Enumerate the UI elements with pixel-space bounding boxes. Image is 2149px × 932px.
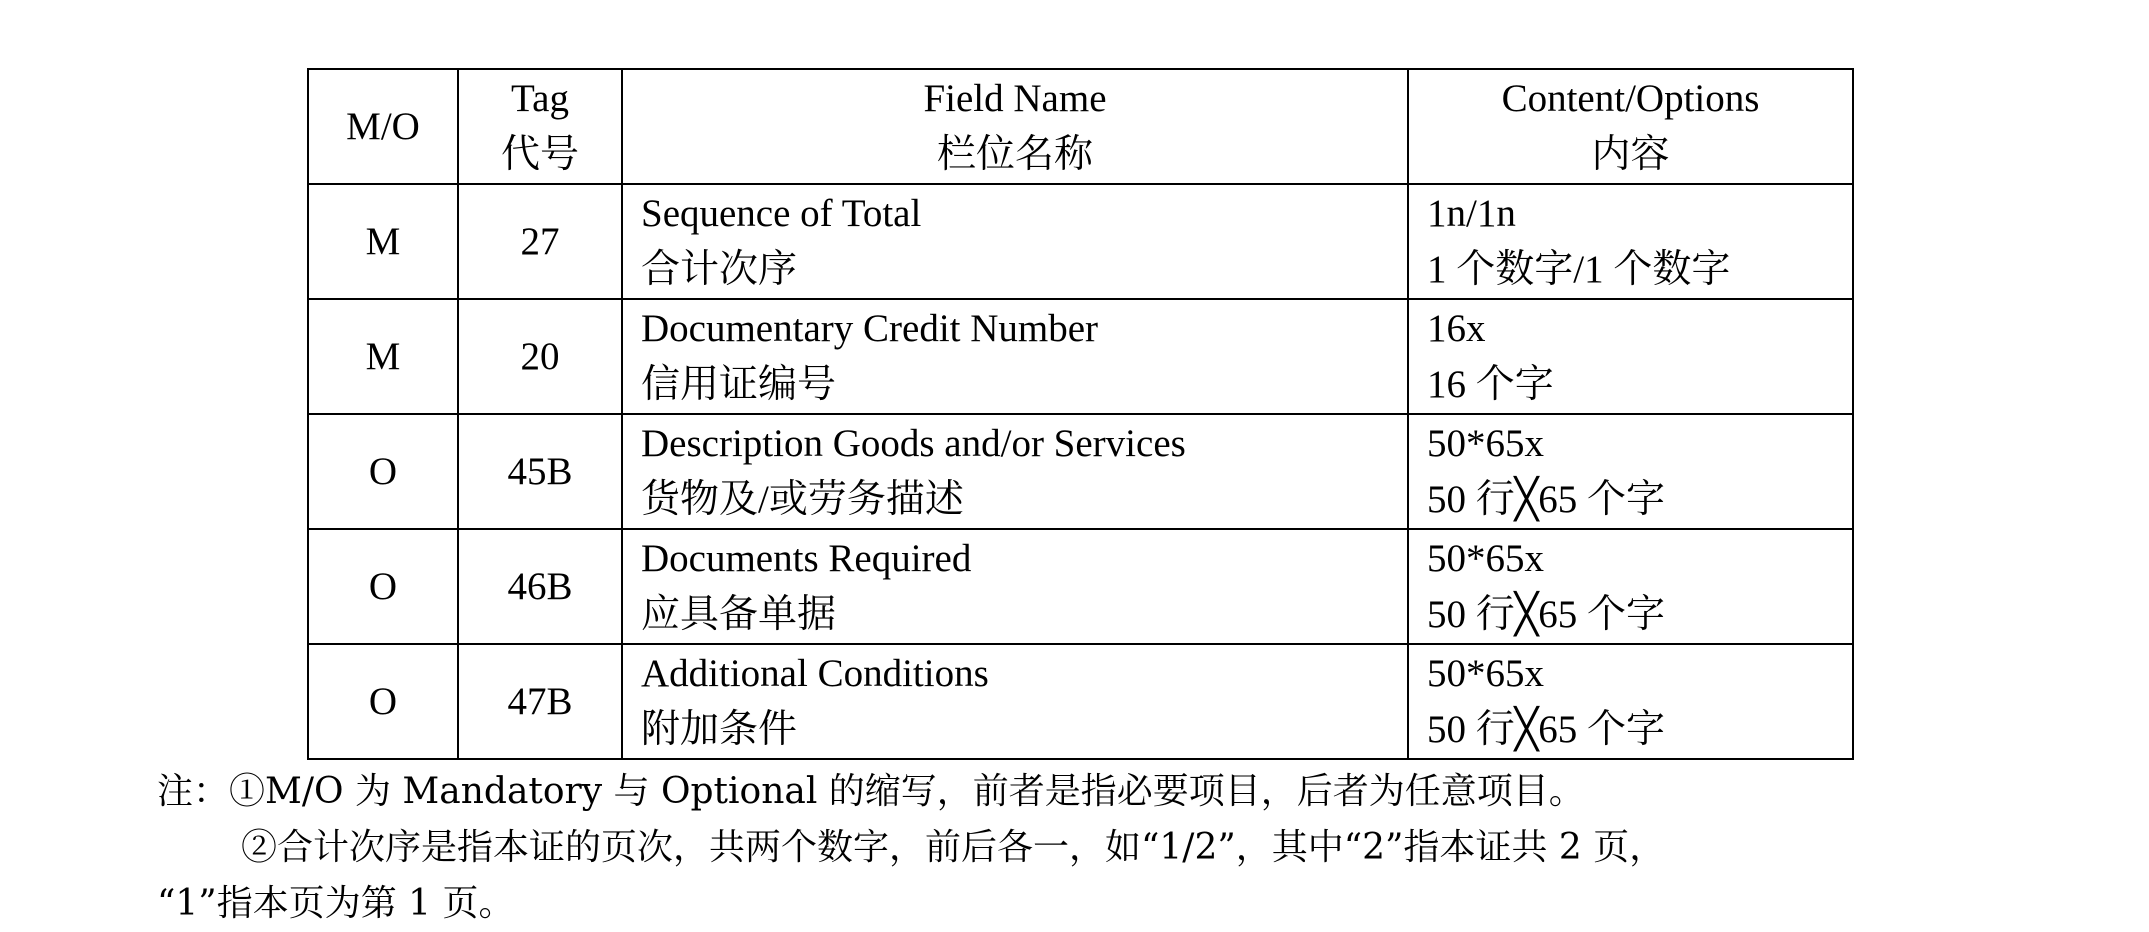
cell-field-name: Additional Conditions 附加条件 — [622, 644, 1408, 759]
cell-tag: 27 — [458, 184, 622, 299]
notes — [157, 764, 2107, 932]
cell-tag: 47B — [458, 644, 622, 759]
note-line-3: “1”指本页为第 1 页。 — [157, 883, 515, 924]
cell-content: 16x 16 个字 — [1408, 299, 1853, 414]
table-row — [308, 414, 1853, 529]
cell-content: 50*65x 50 行╳65 个字 — [1408, 644, 1853, 759]
table-row — [308, 184, 1853, 299]
table-header-row — [308, 69, 1853, 184]
cell-mo: O — [308, 414, 458, 529]
header-tag: Tag 代号 — [458, 69, 622, 184]
cell-field-name: Description Goods and/or Services 货物及/或劳务描述 — [622, 414, 1408, 529]
cell-mo: M — [308, 299, 458, 414]
header-mo: M/O — [308, 69, 458, 184]
cell-field-name: Sequence of Total 合计次序 — [622, 184, 1408, 299]
table-row — [308, 529, 1853, 644]
cell-content: 50*65x 50 行╳65 个字 — [1408, 529, 1853, 644]
cell-content: 50*65x 50 行╳65 个字 — [1408, 414, 1853, 529]
cell-tag: 45B — [458, 414, 622, 529]
cell-content: 1n/1n 1 个数字/1 个数字 — [1408, 184, 1853, 299]
cell-mo: O — [308, 644, 458, 759]
note-line-1: 注：①M/O 为 Mandatory 与 Optional 的缩写，前者是指必要项目，后者为任意项目。 — [157, 771, 1585, 812]
cell-mo: M — [308, 184, 458, 299]
header-field-name: Field Name 栏位名称 — [622, 69, 1408, 184]
table-row — [308, 644, 1853, 759]
note-line-2: ②合计次序是指本证的页次，共两个数字，前后各一，如“1/2”，其中“2”指本证共 2 页， — [241, 827, 1666, 868]
cell-field-name: Documentary Credit Number 信用证编号 — [622, 299, 1408, 414]
cell-tag: 20 — [458, 299, 622, 414]
cell-field-name: Documents Required 应具备单据 — [622, 529, 1408, 644]
cell-tag: 46B — [458, 529, 622, 644]
cell-mo: O — [308, 529, 458, 644]
table-row — [308, 299, 1853, 414]
field-table — [307, 68, 1854, 760]
header-content-options: Content/Options 内容 — [1408, 69, 1853, 184]
